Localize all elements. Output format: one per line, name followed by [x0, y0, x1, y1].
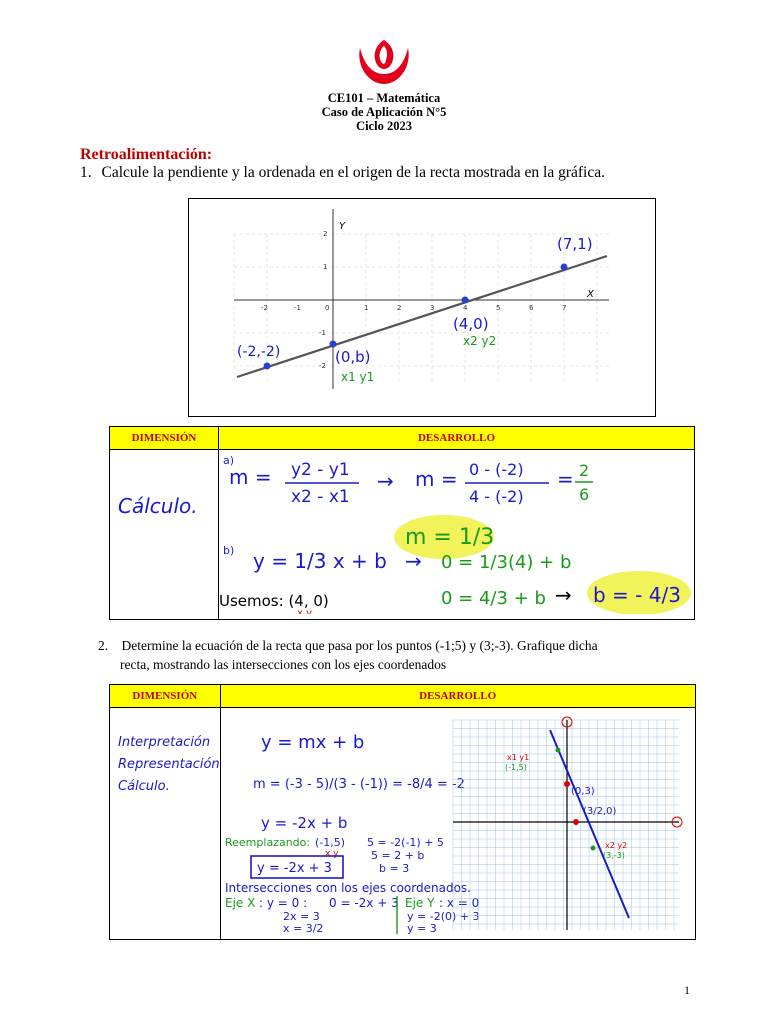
y-tick: -1	[319, 329, 326, 337]
table-1-handwriting	[219, 450, 693, 614]
table-1-work-cell	[219, 450, 695, 620]
graph-1-y-label: Y	[339, 221, 346, 232]
m-calculation: m = (-3 - 5)/(3 - (-1)) = -8/4 = -2	[252, 777, 465, 792]
label-4-0-sub: x2 y2	[463, 334, 497, 348]
b-result: b = - 4/3	[593, 583, 681, 607]
substitution-2: 0 = 4/3 + b	[441, 588, 546, 609]
table-2-dimensions	[118, 732, 220, 798]
dimension-calculo: Cálculo.	[118, 779, 170, 794]
slope-denominator: x2 - x1	[291, 487, 350, 507]
label-0-b-sub: x1 y1	[341, 370, 375, 384]
eje-x-step-1: 2x = 3	[282, 910, 320, 923]
substitution-1: 0 = 1/3(4) + b	[441, 552, 572, 573]
replace-xy: x y	[324, 849, 339, 859]
replace-point: (-1,5)	[314, 836, 345, 849]
x-tick: 2	[397, 304, 402, 312]
table-2-header-dimension: DIMENSIÓN	[110, 685, 221, 708]
point-0-b	[330, 341, 337, 348]
graph-2-p1-sub: x1 y1	[506, 753, 529, 762]
course-title: CE101 – Matemática	[327, 91, 441, 105]
cycle-title: Ciclo 2023	[356, 119, 412, 133]
eje-y-cond: : x = 0	[438, 896, 479, 910]
graph-2-grid	[453, 720, 679, 930]
question-2	[98, 636, 698, 674]
m-numerator: 0 - (-2)	[469, 460, 524, 479]
question-1-number: 1.	[80, 164, 92, 181]
x-tick: -1	[294, 304, 301, 312]
x-tick: 6	[529, 304, 534, 312]
graph-2-p2: (3,-3)	[602, 851, 625, 860]
page-number: 1	[684, 983, 690, 997]
label-0-b: (0,b)	[335, 348, 371, 366]
eje-y-label: Eje Y	[404, 896, 435, 910]
point-4-0	[462, 297, 469, 304]
university-logo	[352, 38, 416, 88]
graph-2-p1: (-1,5)	[504, 763, 527, 772]
point-m2-m2	[264, 363, 271, 370]
eje-x-label: Eje X	[224, 896, 255, 910]
eje-y-step-1: y = -2(0) + 3	[406, 910, 480, 923]
replace-step-1: 5 = -2(-1) + 5	[366, 836, 444, 849]
question-2-line-1	[98, 636, 698, 655]
dimension-representacion: Representación	[118, 757, 220, 772]
part-a-label: a)	[223, 454, 235, 467]
slope-formula-lhs: m =	[229, 465, 272, 489]
x-tick: 5	[496, 304, 501, 312]
y-tick: 1	[323, 263, 328, 271]
question-1-text: Calcule la pendiente y la ordenada en el origen de la recta mostrada en la gráfica.	[101, 164, 606, 181]
graph-1-line	[237, 256, 607, 377]
using-point-sub: x y	[297, 608, 313, 614]
table-1-header-desarrollo: DESARROLLO	[219, 427, 695, 450]
question-2-text-2: recta, mostrando las intersecciones con los ejes coordenados	[120, 657, 447, 672]
eje-x-step-2: x = 3/2	[282, 922, 324, 934]
arrow-3: →	[555, 583, 572, 607]
table-1-header-dimension: DIMENSIÓN	[110, 427, 219, 450]
table-2-dimension-cell	[110, 708, 221, 940]
table-1-dimension-cell	[110, 450, 219, 620]
m-equals: m =	[415, 467, 458, 491]
x-tick: 7	[562, 304, 567, 312]
x-tick: -2	[261, 304, 268, 312]
final-eq: y = -2x + 3	[256, 861, 332, 876]
graph-2-point-int-x	[573, 819, 579, 825]
x-tick: 1	[364, 304, 369, 312]
label-7-1: (7,1)	[557, 235, 593, 253]
graph-2-p2-sub: x2 y2	[604, 841, 627, 850]
intersections-title: Intersecciones con los ejes coordenados.	[224, 881, 471, 895]
replace-step-3: b = 3	[378, 862, 409, 875]
x-tick: 0	[325, 304, 330, 312]
table-2-handwriting	[221, 708, 695, 934]
table-1-dimension: Cálculo.	[118, 494, 198, 518]
eje-x-eq: 0 = -2x + 3	[328, 896, 399, 910]
eje-x-cond: : y = 0 :	[258, 896, 307, 910]
replace-step-2: 5 = 2 + b	[370, 849, 425, 862]
arrow-2: →	[405, 549, 422, 573]
x-tick: 3	[430, 304, 435, 312]
dimension-interpretacion: Interpretación	[118, 735, 211, 750]
using-point: Usemos: (4, 0)	[219, 592, 329, 610]
table-2-header-desarrollo: DESARROLLO	[220, 685, 695, 708]
replace-label: Reemplazando:	[224, 836, 310, 849]
part-b-label: b)	[223, 544, 235, 557]
arrow-1: →	[377, 469, 394, 493]
point-7-1	[561, 264, 568, 271]
graph-2-point-1	[555, 748, 560, 753]
table-1	[109, 426, 695, 620]
m-denominator: 4 - (-2)	[469, 487, 524, 506]
graph-1	[188, 198, 656, 417]
graph-2-point-int-y	[564, 781, 570, 787]
m-result: m = 1/3	[405, 525, 495, 550]
question-2-text-1: Determine la ecuación de la recta que pasa por los puntos (-1;5) y (3;-3). Grafique dicha	[121, 638, 598, 653]
table-2	[109, 684, 696, 940]
graph-1-x-label: X	[587, 289, 594, 300]
question-2-number: 2.	[98, 638, 109, 653]
graph-1-grid	[234, 234, 609, 384]
case-title: Caso de Aplicación N°5	[321, 105, 447, 119]
x-tick: 4	[463, 304, 468, 312]
y-tick: -2	[319, 362, 326, 370]
graph-2-int-y: (0,3)	[570, 786, 595, 797]
m-frac-numerator: 2	[579, 461, 590, 480]
label-m2-m2: (-2,-2)	[237, 344, 281, 360]
section-title: Retroalimentación:	[80, 146, 213, 163]
m-frac-denominator: 6	[579, 485, 590, 504]
graph-2-point-2	[590, 846, 595, 851]
graph-1-x-ticks	[261, 304, 566, 312]
label-4-0: (4,0)	[453, 315, 489, 333]
slope-numerator: y2 - y1	[291, 460, 350, 480]
eq-general: y = mx + b	[260, 732, 364, 753]
question-1	[80, 164, 605, 182]
graph-2-int-x: (3/2,0)	[582, 806, 617, 817]
table-2-work-cell	[220, 708, 695, 940]
eq-partial: y = -2x + b	[260, 814, 348, 832]
y-tick: 2	[323, 230, 328, 238]
eje-y-step-2: y = 3	[406, 922, 437, 934]
line-equation: y = 1/3 x + b	[253, 549, 387, 573]
graph-1-plot	[189, 199, 655, 416]
m-equals-2: =	[557, 467, 574, 491]
